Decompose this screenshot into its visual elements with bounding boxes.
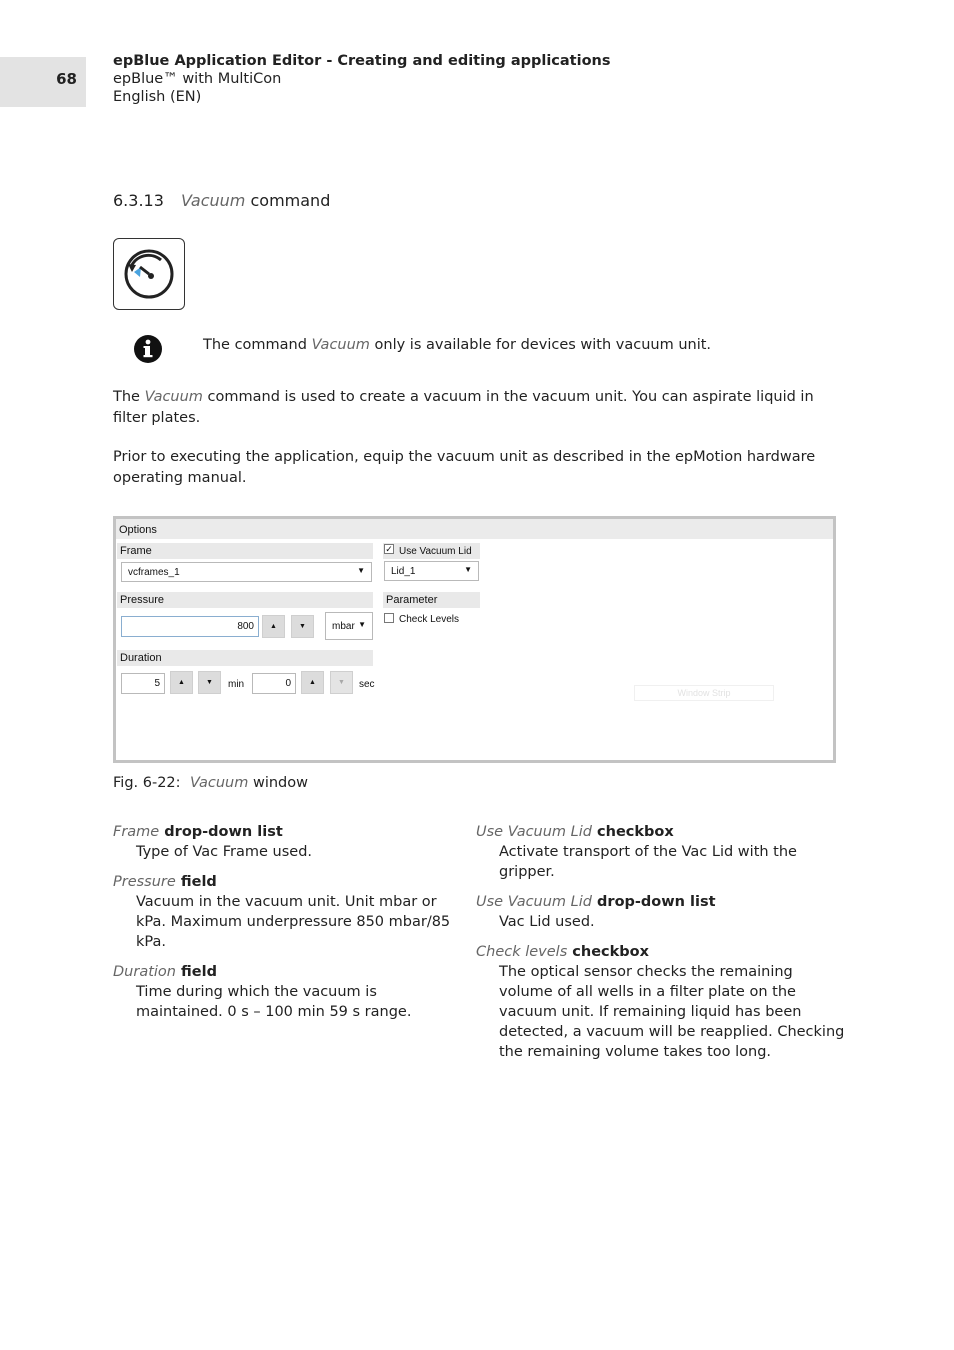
p1-post: command is used to create a vacuum in the vacuum unit. You can aspirate liquid in filter plates. [113, 389, 814, 426]
duration-label: Duration [120, 652, 162, 664]
note-text-end: only is available for devices with vacuum unit. [369, 337, 712, 353]
note-italic: Vacuum [311, 337, 370, 353]
check-levels-checkbox[interactable] [384, 613, 394, 623]
info-icon [133, 334, 163, 364]
term-rest: drop-down list [159, 824, 283, 840]
pressure-unit-dropdown[interactable] [325, 612, 373, 640]
vacuum-window [113, 516, 836, 763]
frame-label: Frame [120, 545, 152, 557]
section-title [113, 191, 330, 210]
options-label: Options [119, 524, 157, 536]
use-vacuum-lid-checkbox[interactable]: ✓ [385, 544, 393, 554]
description-term [113, 962, 463, 982]
term-italic: Check levels [476, 944, 568, 960]
page-number-box [0, 57, 86, 107]
figure-caption [113, 775, 308, 791]
header-title: epBlue Application Editor - Creating and editing applications [113, 53, 611, 69]
parameter-group-header [383, 592, 480, 608]
term-rest: checkbox [567, 944, 649, 960]
duration-group-header [117, 650, 373, 666]
pressure-label: Pressure [120, 594, 165, 606]
description-list-right [476, 822, 846, 1072]
frame-group-header [117, 543, 373, 559]
options-bar [116, 519, 833, 539]
check-levels-label: Check Levels [399, 614, 460, 625]
p1-pre: The [113, 389, 145, 405]
term-italic: Frame [113, 824, 160, 840]
term-italic: Use Vacuum Lid [476, 894, 592, 910]
vacuum-lid-value: Lid_1 [391, 566, 416, 577]
vacuum-lid-dropdown[interactable] [384, 561, 479, 581]
minutes-increment-button[interactable]: ▲ [170, 671, 193, 694]
term-rest: field [175, 964, 217, 980]
description-definition: Activate transport of the Vac Lid with the gripper. [499, 844, 797, 880]
description-definition: Vacuum in the vacuum unit. Unit mbar or kPa. Maximum underpressure 850 mbar/85 kPa. [136, 894, 451, 950]
seconds-increment-button[interactable]: ▲ [301, 671, 324, 694]
term-italic: Pressure [113, 874, 176, 890]
frame-value: vcframes_1 [128, 567, 180, 578]
note-text: The command [203, 337, 312, 353]
intro-paragraph [113, 387, 843, 429]
vacuum-gauge-icon [113, 238, 185, 310]
caption-label: Fig. 6-22: [113, 775, 181, 791]
use-vacuum-lid-label: Use Vacuum Lid [399, 546, 472, 557]
chevron-down-icon: ▼ [464, 565, 472, 574]
description-definition: Type of Vac Frame used. [136, 844, 313, 860]
frame-dropdown[interactable] [121, 562, 372, 582]
p1-italic: Vacuum [144, 389, 203, 405]
chevron-down-icon: ▼ [357, 566, 365, 575]
seconds-unit: sec [359, 679, 375, 690]
pressure-decrement-button[interactable]: ▼ [291, 615, 314, 638]
caption-italic: Vacuum [190, 775, 249, 791]
header-language: English (EN) [113, 89, 202, 105]
minutes-decrement-button[interactable]: ▼ [198, 671, 221, 694]
term-italic: Use Vacuum Lid [476, 824, 592, 840]
section-title-rest: command [250, 191, 331, 210]
term-rest: checkbox [591, 824, 674, 840]
description-term [113, 822, 463, 842]
description-term [113, 872, 463, 892]
seconds-decrement-button[interactable]: ▼ [330, 671, 353, 694]
description-list-left [113, 822, 463, 1032]
section-title-italic: Vacuum [181, 191, 246, 210]
description-term [476, 892, 846, 912]
term-rest: field [175, 874, 217, 890]
window-strip-ghost: Window Strip [634, 685, 774, 701]
running-header [113, 52, 611, 106]
caption-rest: window [248, 775, 308, 791]
minutes-unit: min [228, 679, 245, 690]
chevron-down-icon: ▼ [358, 620, 366, 629]
description-term [476, 822, 846, 842]
term-italic: Duration [113, 964, 176, 980]
pressure-input[interactable]: 800 [121, 616, 259, 637]
pressure-increment-button[interactable]: ▲ [262, 615, 285, 638]
page-number: 68 [56, 70, 77, 88]
header-product: epBlue™ with MultiCon [113, 71, 282, 87]
availability-note [203, 337, 711, 353]
description-definition: Vac Lid used. [499, 914, 595, 930]
description-term [476, 942, 846, 962]
pressure-group-header [117, 592, 373, 608]
term-rest: drop-down list [591, 894, 716, 910]
prerequisite-paragraph: Prior to executing the application, equip the vacuum unit as described in the epMotion hardware operating manual. [113, 449, 816, 486]
duration-minutes-input[interactable]: 5 [121, 673, 165, 694]
pressure-unit-value: mbar [332, 621, 355, 632]
duration-seconds-input[interactable]: 0 [252, 673, 296, 694]
parameter-label: Parameter [386, 594, 438, 606]
description-definition: Time during which the vacuum is maintained. 0 s – 100 min 59 s range. [136, 984, 412, 1020]
section-number: 6.3.13 [113, 191, 164, 210]
description-definition: The optical sensor checks the remaining volume of all wells in a filter plate on the vacuum unit. If remaining liquid has been detected, a vacuum will be reapplied. Checking the remaining volume takes too long. [499, 964, 845, 1060]
